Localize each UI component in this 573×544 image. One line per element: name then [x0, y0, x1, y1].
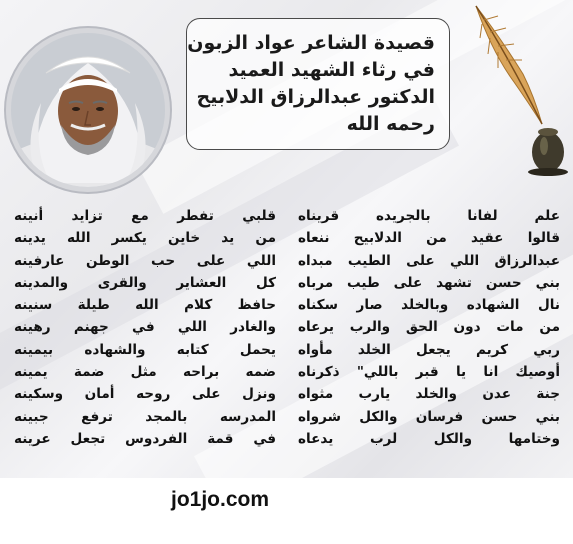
- verse-line: قلبي تفطر مع تزايد أنينه: [14, 208, 276, 224]
- title-line: في رثاء الشهيد العميد: [228, 59, 435, 81]
- verse-line: يحمل كتابه والشهاده بيمينه: [14, 341, 276, 358]
- verse-line: علم لفانا بالجريده قريناه: [298, 208, 560, 224]
- verse-line: أوصيك انا يا قبر باللي" ذكرناه: [298, 364, 560, 381]
- verse-line: من مات دون الحق والرب يرعاه: [298, 319, 560, 336]
- verse-line: حافظ كلام الله طيلة سنينه: [14, 297, 276, 314]
- verse-line: اللي على حب الوطن عارفينه: [14, 252, 276, 269]
- verse-line: بني حسن فرسان والكل شرواه: [298, 408, 560, 425]
- verse-line: بني حسن تشهد على طيب مرباه: [298, 274, 560, 291]
- portrait-photo: [6, 28, 170, 192]
- verse-line: ونزل على روحه أمان وسكينه: [14, 386, 276, 403]
- quill-inkwell-icon: [468, 4, 573, 180]
- verse-line: كل العشاير والقرى والمدينه: [14, 274, 276, 291]
- title-line: الدكتور عبدالرزاق الدلابيح: [196, 86, 435, 108]
- poem-column-left: [14, 205, 276, 450]
- verse-line: من يد خاين يكسر الله يدينه: [14, 230, 276, 247]
- verse-line: والغادر اللي في جهنم رهينه: [14, 319, 276, 336]
- verse-line: المدرسه بالمجد ترفع جبينه: [14, 408, 276, 425]
- title-line: رحمه الله: [346, 113, 435, 135]
- portrait-illustration: [11, 33, 165, 187]
- verse-line: ربي كريم يجعل الخلد مأواه: [298, 341, 560, 358]
- verse-line: قالوا عقيد من الدلابيح ننعاه: [298, 230, 560, 247]
- title-line: قصيدة الشاعر عواد الزبون: [187, 32, 435, 54]
- website-watermark: jo1jo.com: [170, 488, 270, 511]
- poem-column-right: [298, 205, 560, 450]
- verse-line: عبدالرزاق اللي على الطيب مبداه: [298, 252, 560, 269]
- verse-line: وختامها والكل لرب يدعاه: [298, 430, 560, 447]
- verse-line: نال الشهاده وبالخلد صار سكناه: [298, 297, 560, 314]
- poem-title-box: [186, 18, 450, 150]
- verse-line: ضمه براحه مثل ضمة يمينه: [14, 364, 276, 381]
- verse-line: جنة عدن والخلد يارب مثواه: [298, 386, 560, 403]
- verse-line: في قمة الفردوس تجعل عرينه: [14, 430, 276, 447]
